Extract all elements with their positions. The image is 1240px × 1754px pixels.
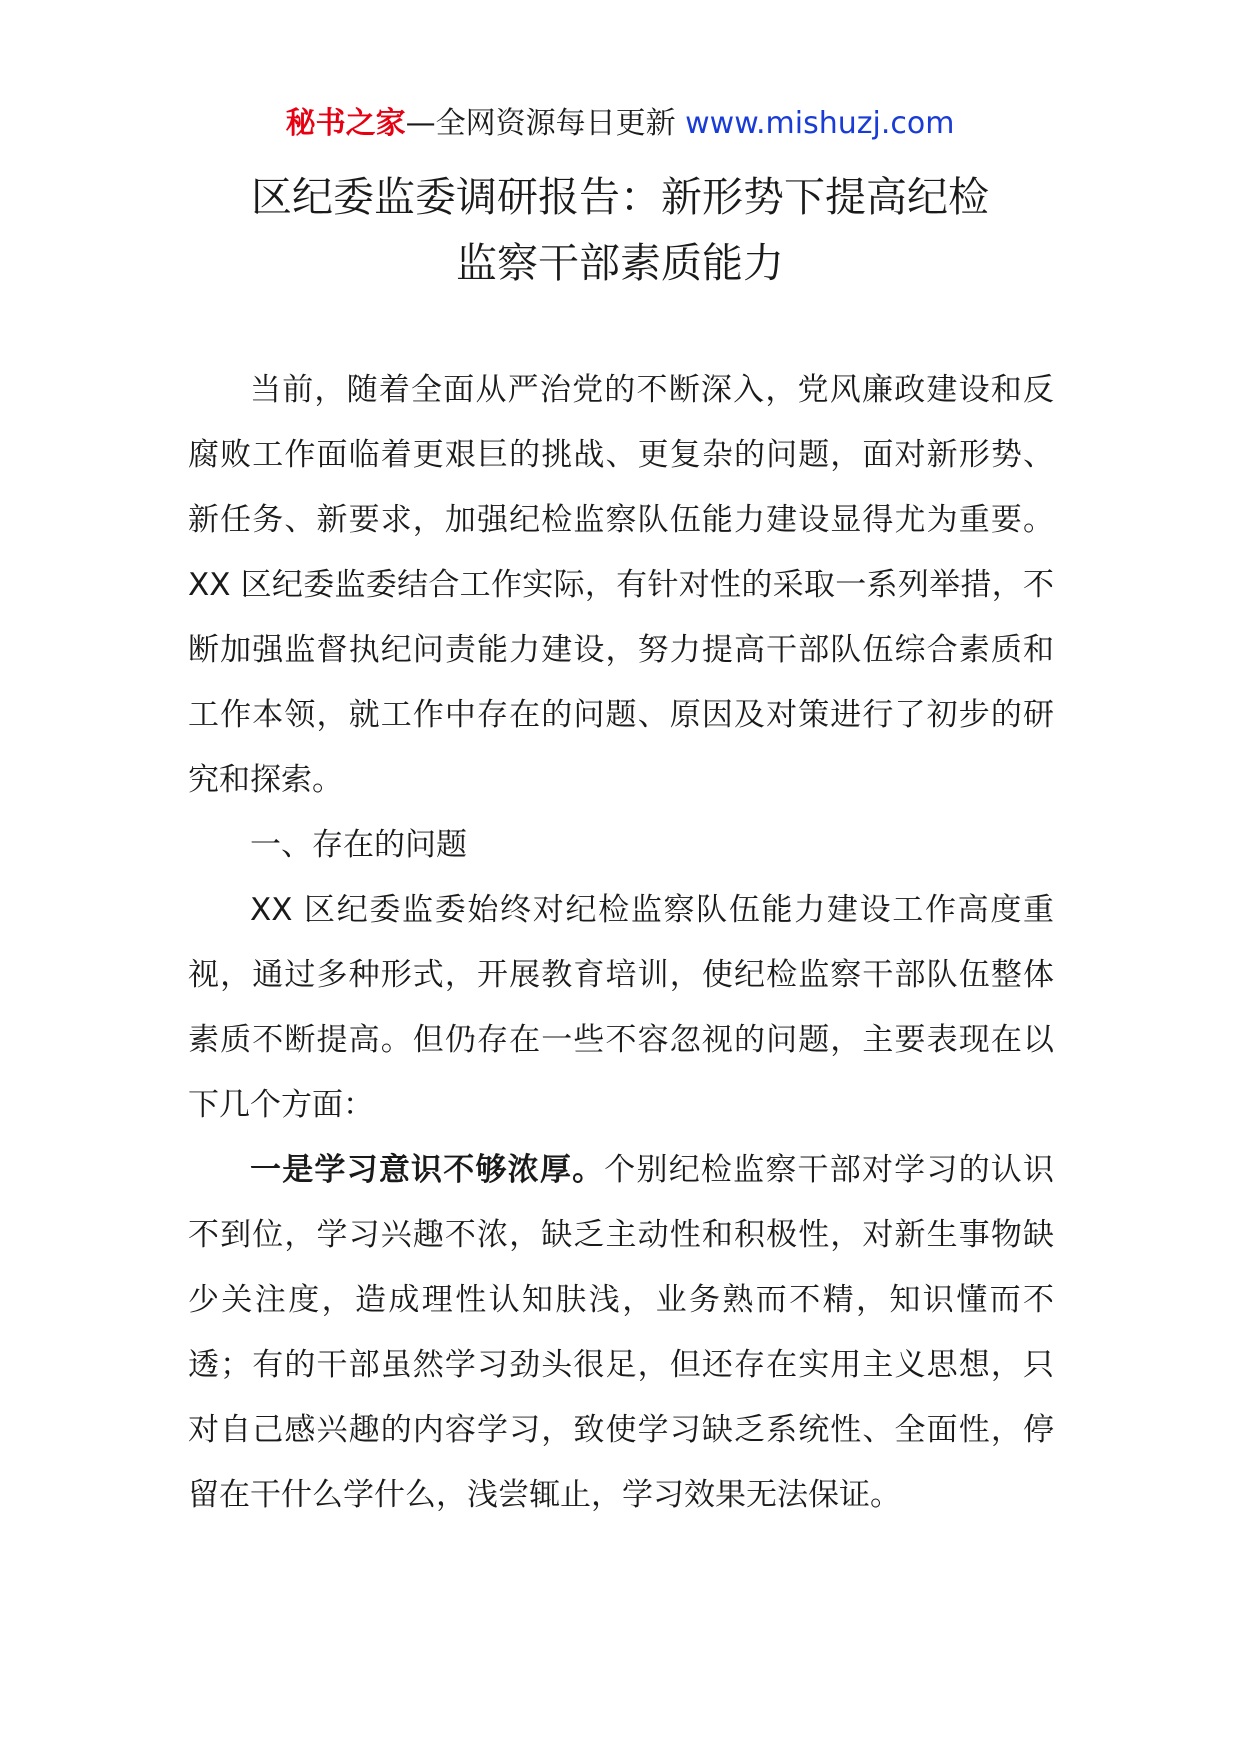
problem-one-lead: 一是学习意识不够浓厚。 — [250, 1152, 605, 1188]
document-title-line-2: 监察干部素质能力 — [456, 239, 784, 287]
section-heading-problems: 一、存在的问题 — [250, 827, 467, 863]
problems-overview-paragraph: XX 区纪委监委始终对纪检监察队伍能力建设工作高度重视，通过多种形式，开展教育培训，使纪检监察干部队伍整体素质不断提高。但仍存在一些不容忽视的问题，主要表现在以下几个方面： — [188, 892, 1054, 1123]
site-tagline: —全网资源每日更新 — [405, 106, 676, 141]
document-title — [150, 164, 1090, 296]
site-brand: 秘书之家 — [285, 106, 406, 141]
site-header — [0, 104, 1240, 144]
problem-one-body: 个别纪检监察干部对学习的认识不到位，学习兴趣不浓，缺乏主动性和积极性，对新生事物缺少关注度，造成理性认知肤浅，业务熟而不精，知识懂而不透；有的干部虽然学习劲头很足，但还存在实用主义思想，只对自己感兴趣的内容学习，致使学习缺乏系统性、全面性，停留在干什么学什么，浅尝辄止，学习效果无法保证。 — [188, 1152, 1055, 1513]
document-body — [188, 358, 1054, 1528]
site-url-link[interactable]: www.mishuzj.com — [685, 106, 955, 141]
document-title-line-1: 区纪委监委调研报告：新形势下提高纪检 — [251, 173, 989, 221]
problem-one-paragraph — [188, 1138, 1054, 1528]
intro-paragraph: 当前，随着全面从严治党的不断深入，党风廉政建设和反腐败工作面临着更艰巨的挑战、更复杂的问题，面对新形势、新任务、新要求，加强纪检监察队伍能力建设显得尤为重要。XX 区纪委监委结合工作实际，有针对性的采取一系列举措，不断加强监督执纪问责能力建设，努力提高干部队伍综合素质和工作本领，就工作中存在的问题、原因及对策进行了初步的研究和探索。 — [188, 372, 1054, 798]
